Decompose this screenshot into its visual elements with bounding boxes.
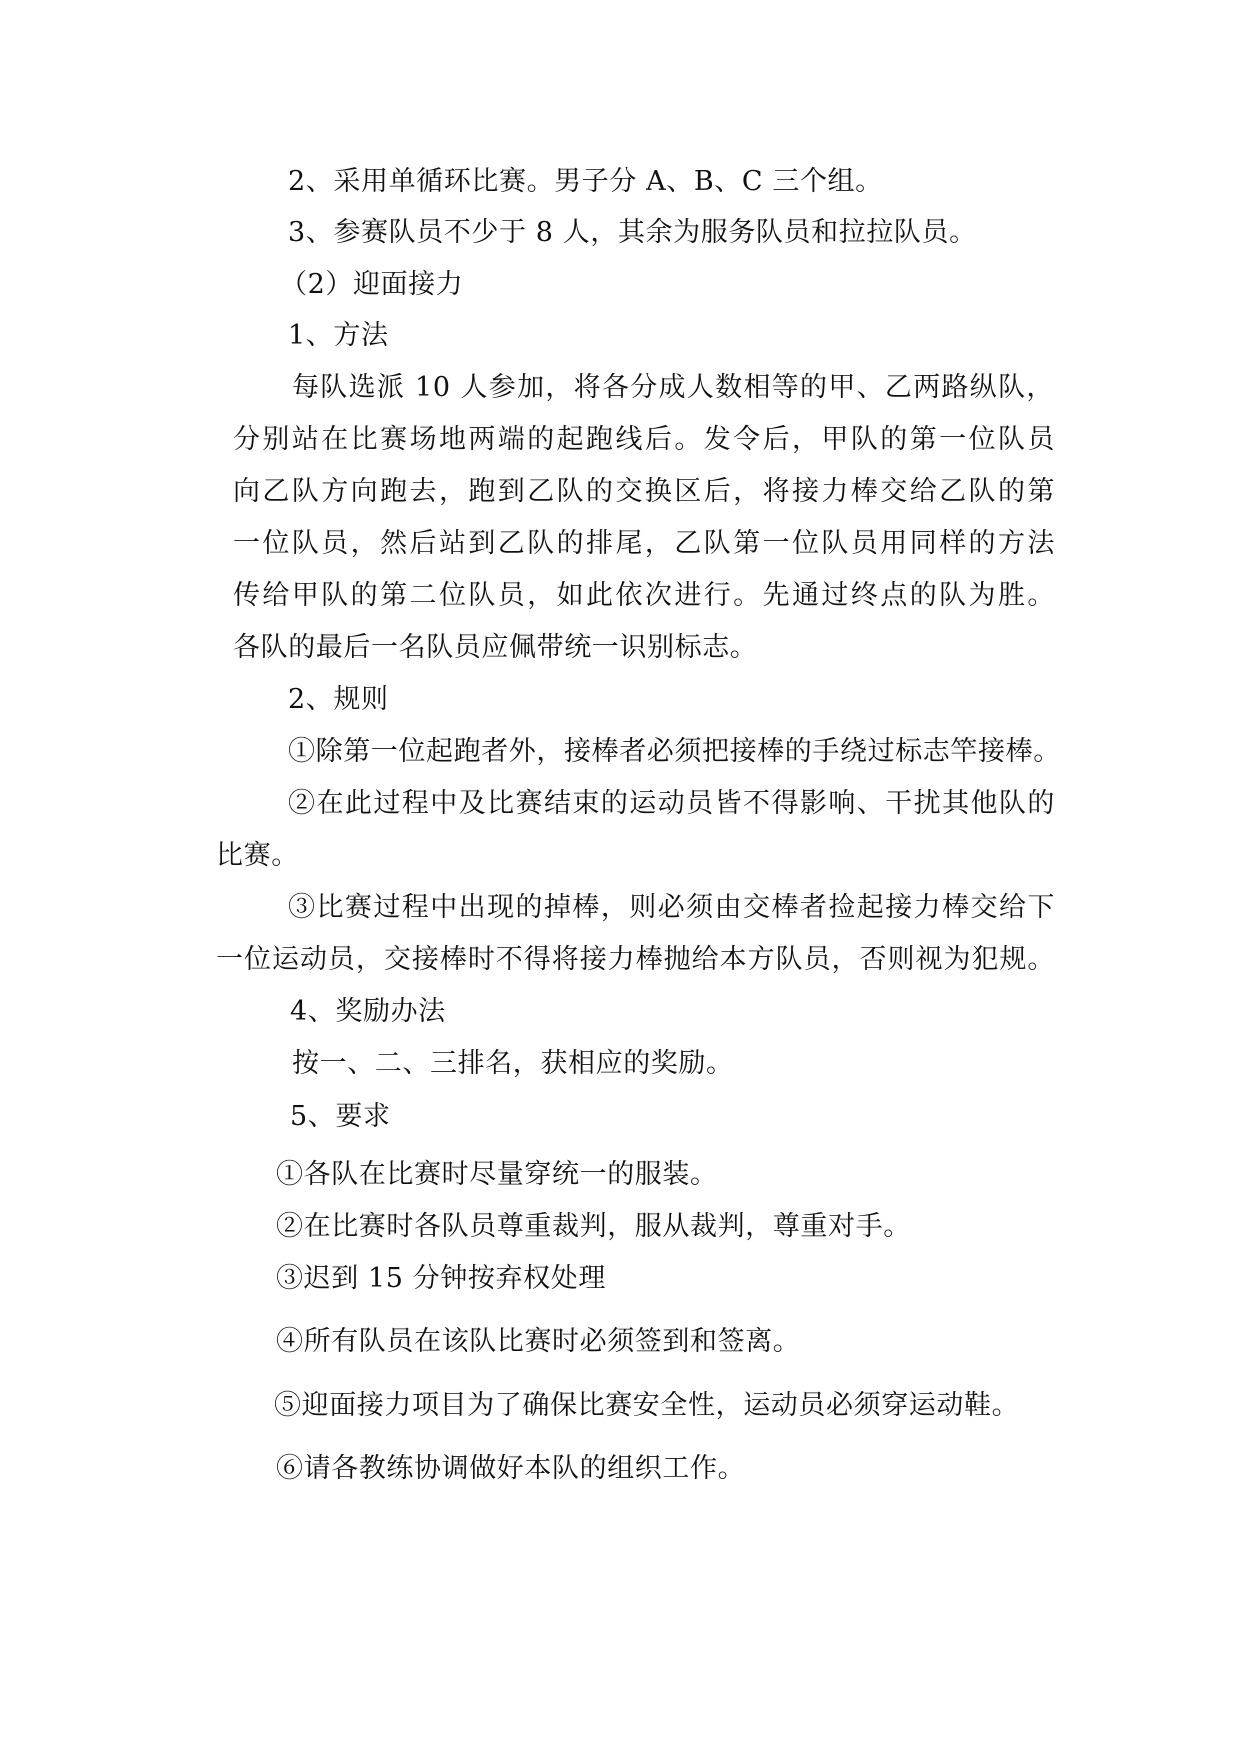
text-line-req-4: ④所有队员在该队比赛时必须签到和签离。 <box>276 1326 801 1357</box>
text-line-method-4: 一位队员，然后站到乙队的排尾，乙队第一位队员用同样的方法 <box>233 528 1055 559</box>
text-line-method-2: 分别站在比赛场地两端的起跑线后。发令后，甲队的第一位队员 <box>233 424 1055 455</box>
text-line-rule-2: ②在此过程中及比赛结束的运动员皆不得影响、干扰其他队的 <box>288 788 1055 819</box>
subheading-rewards: 4、奖励办法 <box>290 996 446 1027</box>
text-line-method-3: 向乙队方向跑去，跑到乙队的交换区后，将接力棒交给乙队的第 <box>233 476 1055 507</box>
text-line-rule-3: ③比赛过程中出现的掉棒，则必须由交棒者捡起接力棒交给下 <box>288 892 1055 923</box>
subheading-method: 1、方法 <box>288 320 389 351</box>
text-line-req-6: ⑥请各教练协调做好本队的组织工作。 <box>276 1453 746 1484</box>
subheading-rules: 2、规则 <box>288 684 389 715</box>
text-line-rule-3-cont: 一位运动员，交接棒时不得将接力棒抛给本方队员，否则视为犯规。 <box>216 944 1055 975</box>
text-line-rule-1: ①除第一位起跑者外，接棒者必须把接棒的手绕过标志竿接棒。 <box>288 736 1061 767</box>
text-line-method-1: 每队选派 10 人参加，将各分成人数相等的甲、乙两路纵队， <box>292 372 1054 403</box>
text-line-req-2: ②在比赛时各队员尊重裁判，服从裁判，尊重对手。 <box>276 1211 911 1242</box>
section-heading-relay: （2）迎面接力 <box>280 269 464 300</box>
text-line-req-5: ⑤迎面接力项目为了确保比赛安全性，运动员必须穿运动鞋。 <box>274 1390 1020 1421</box>
text-line-1: 2、采用单循环比赛。男子分 A、B、C 三个组。 <box>288 166 883 197</box>
text-line-2: 3、参赛队员不少于 8 人，其余为服务队员和拉拉队员。 <box>288 217 977 248</box>
text-line-method-5: 传给甲队的第二位队员，如此依次进行。先通过终点的队为胜。 <box>233 580 1055 611</box>
text-line-method-6: 各队的最后一名队员应佩带统一识别标志。 <box>233 632 758 663</box>
text-line-req-3: ③迟到 15 分钟按弃权处理 <box>276 1263 606 1294</box>
subheading-requirements: 5、要求 <box>290 1101 391 1132</box>
text-line-req-1: ①各队在比赛时尽量穿统一的服装。 <box>276 1159 718 1190</box>
text-line-rule-2-cont: 比赛。 <box>216 840 299 871</box>
text-line-rewards: 按一、二、三排名，获相应的奖励。 <box>292 1048 734 1079</box>
